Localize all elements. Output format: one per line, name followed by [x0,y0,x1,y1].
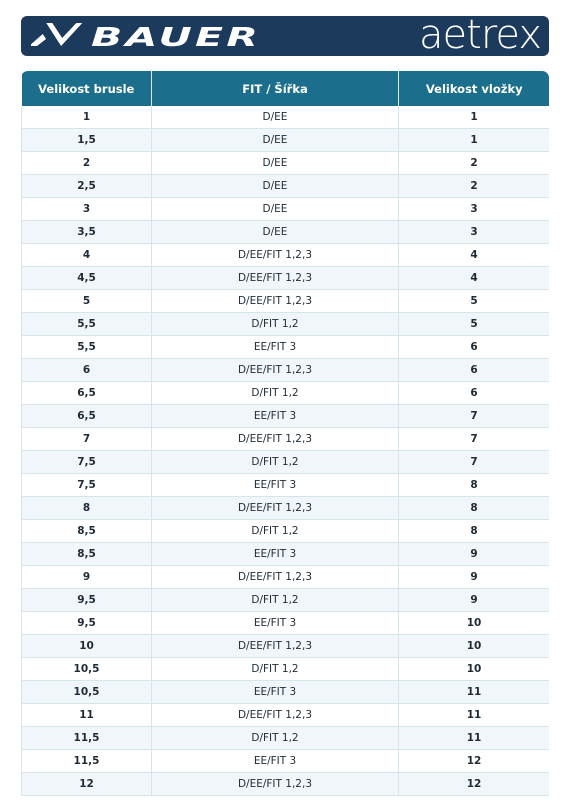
skate-size-cell: 12 [22,773,152,796]
insole-size-cell: 5 [399,313,550,336]
skate-size-cell: 6,5 [22,382,152,405]
bauer-logo-text: BAUER [91,23,261,53]
fit-width-cell: D/EE [152,152,399,175]
insole-size-cell: 8 [399,520,550,543]
size-table [21,71,549,796]
insole-size-cell: 12 [399,750,550,773]
table-row [22,451,550,474]
insole-size-cell: 10 [399,658,550,681]
aetrex-logo: aetrex [419,12,541,58]
fit-width-cell: EE/FIT 3 [152,543,399,566]
insole-size-cell: 6 [399,336,550,359]
table-row [22,359,550,382]
fit-width-cell: D/EE/FIT 1,2,3 [152,497,399,520]
skate-size-cell: 2,5 [22,175,152,198]
fit-width-cell: D/EE/FIT 1,2,3 [152,773,399,796]
bauer-logo [31,18,271,54]
fit-width-cell: D/FIT 1,2 [152,658,399,681]
table-row [22,313,550,336]
insole-size-cell: 3 [399,198,550,221]
skate-size-cell: 2 [22,152,152,175]
table-row [22,543,550,566]
skate-size-cell: 1,5 [22,129,152,152]
skate-size-cell: 1 [22,106,152,129]
skate-size-cell: 3,5 [22,221,152,244]
column-header-skate-size: Velikost brusle [22,71,152,106]
skate-size-cell: 7 [22,428,152,451]
fit-width-cell: D/EE/FIT 1,2,3 [152,635,399,658]
fit-width-cell: D/EE/FIT 1,2,3 [152,566,399,589]
insole-size-cell: 7 [399,451,550,474]
table-header-row [22,71,550,106]
insole-size-cell: 9 [399,589,550,612]
table-row [22,520,550,543]
skate-size-cell: 9 [22,566,152,589]
skate-size-cell: 4,5 [22,267,152,290]
skate-size-cell: 4 [22,244,152,267]
insole-size-cell: 3 [399,221,550,244]
insole-size-cell: 4 [399,267,550,290]
table-row [22,727,550,750]
skate-size-cell: 7,5 [22,474,152,497]
fit-width-cell: D/EE [152,198,399,221]
fit-width-cell: D/FIT 1,2 [152,727,399,750]
fit-width-cell: EE/FIT 3 [152,750,399,773]
insole-size-cell: 5 [399,290,550,313]
table-row [22,382,550,405]
table-row [22,244,550,267]
table-row [22,129,550,152]
table-row [22,336,550,359]
insole-size-cell: 2 [399,175,550,198]
fit-width-cell: D/EE [152,106,399,129]
skate-size-cell: 7,5 [22,451,152,474]
table-row [22,497,550,520]
table-row [22,681,550,704]
fit-width-cell: D/EE/FIT 1,2,3 [152,290,399,313]
skate-size-cell: 11,5 [22,727,152,750]
table-row [22,566,550,589]
insole-size-cell: 1 [399,129,550,152]
skate-size-cell: 9,5 [22,612,152,635]
table-row [22,106,550,129]
insole-size-cell: 11 [399,727,550,750]
fit-width-cell: D/EE/FIT 1,2,3 [152,428,399,451]
fit-width-cell: D/EE/FIT 1,2,3 [152,267,399,290]
insole-size-cell: 12 [399,773,550,796]
insole-size-cell: 10 [399,635,550,658]
fit-width-cell: EE/FIT 3 [152,681,399,704]
brand-header [21,12,549,58]
insole-size-cell: 6 [399,382,550,405]
fit-width-cell: D/EE/FIT 1,2,3 [152,244,399,267]
fit-width-cell: D/EE/FIT 1,2,3 [152,359,399,382]
fit-width-cell: D/EE [152,129,399,152]
table-row [22,405,550,428]
insole-size-cell: 7 [399,428,550,451]
insole-size-cell: 4 [399,244,550,267]
insole-size-cell: 10 [399,612,550,635]
fit-width-cell: D/EE [152,221,399,244]
table-row [22,290,550,313]
table-row [22,612,550,635]
skate-size-cell: 10,5 [22,658,152,681]
table-row [22,474,550,497]
table-row [22,658,550,681]
insole-size-cell: 11 [399,704,550,727]
insole-size-cell: 9 [399,566,550,589]
table-row [22,704,550,727]
table-row [22,267,550,290]
skate-size-cell: 8,5 [22,543,152,566]
fit-width-cell: EE/FIT 3 [152,336,399,359]
table-row [22,750,550,773]
table-row [22,428,550,451]
insole-size-cell: 9 [399,543,550,566]
table-row [22,773,550,796]
insole-size-cell: 8 [399,497,550,520]
fit-width-cell: D/EE/FIT 1,2,3 [152,704,399,727]
fit-width-cell: D/FIT 1,2 [152,589,399,612]
fit-width-cell: EE/FIT 3 [152,612,399,635]
skate-size-cell: 9,5 [22,589,152,612]
table-row [22,198,550,221]
insole-size-cell: 7 [399,405,550,428]
fit-width-cell: D/EE [152,175,399,198]
skate-size-cell: 5 [22,290,152,313]
column-header-insole-size: Velikost vložky [399,71,550,106]
column-header-fit-width: FIT / Šířka [152,71,399,106]
skate-size-cell: 5,5 [22,336,152,359]
table-row [22,152,550,175]
insole-size-cell: 1 [399,106,550,129]
skate-size-cell: 11 [22,704,152,727]
skate-size-cell: 11,5 [22,750,152,773]
skate-size-cell: 10,5 [22,681,152,704]
table-row [22,589,550,612]
table-row [22,635,550,658]
skate-size-cell: 8 [22,497,152,520]
table-row [22,221,550,244]
fit-width-cell: D/FIT 1,2 [152,520,399,543]
skate-size-cell: 6,5 [22,405,152,428]
skate-size-cell: 5,5 [22,313,152,336]
insole-size-cell: 6 [399,359,550,382]
skate-size-cell: 3 [22,198,152,221]
skate-size-cell: 8,5 [22,520,152,543]
insole-size-cell: 2 [399,152,550,175]
insole-size-cell: 11 [399,681,550,704]
fit-width-cell: D/FIT 1,2 [152,313,399,336]
table-row [22,175,550,198]
fit-width-cell: D/FIT 1,2 [152,382,399,405]
skate-size-cell: 10 [22,635,152,658]
insole-size-cell: 8 [399,474,550,497]
skate-size-cell: 6 [22,359,152,382]
fit-width-cell: EE/FIT 3 [152,405,399,428]
fit-width-cell: D/FIT 1,2 [152,451,399,474]
fit-width-cell: EE/FIT 3 [152,474,399,497]
